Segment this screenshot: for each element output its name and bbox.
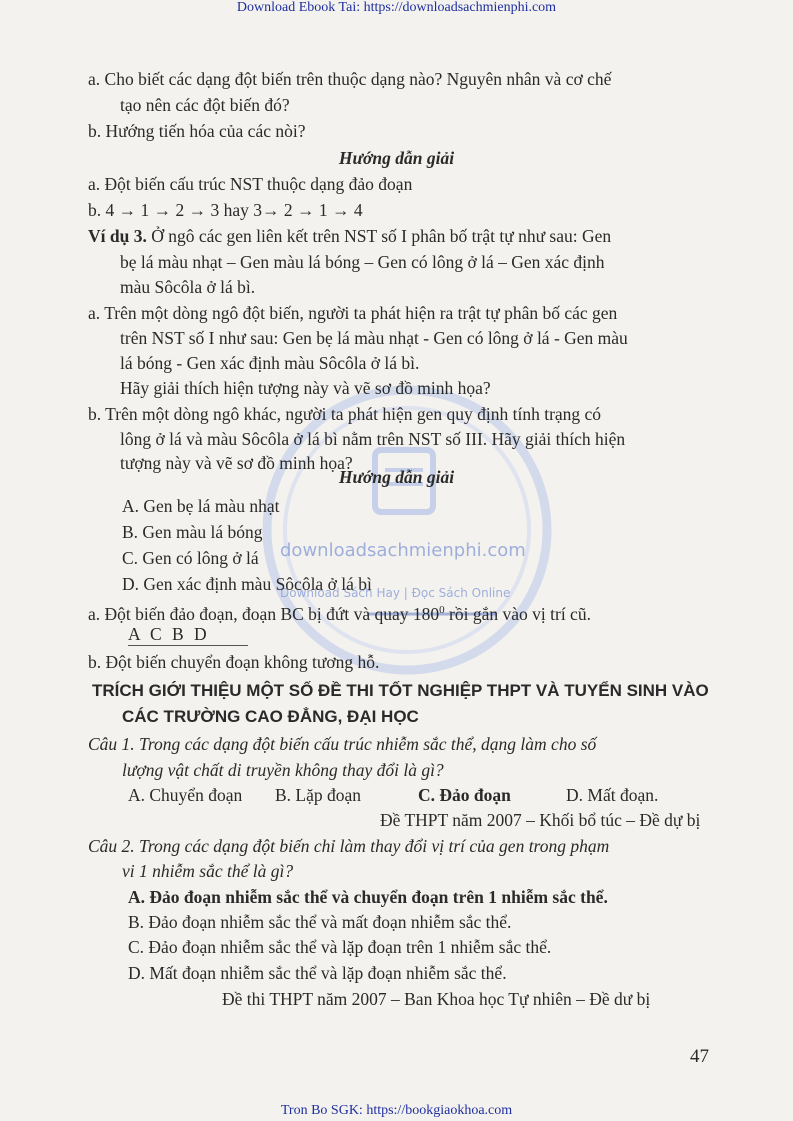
q2-option-b: B. Đảo đoạn nhiễm sắc thể và mất đoạn nhiễm sắc thể. xyxy=(128,912,512,932)
q2-option-a: A. Đảo đoạn nhiễm sắc thể và chuyển đoạn trên 1 nhiễm sắc thể. xyxy=(128,887,608,907)
line-14: lông ở lá và màu Sôcôla ở lá bì nằm trên NST số III. Hãy giải thích hiện xyxy=(120,429,626,449)
order-3: B xyxy=(172,624,184,644)
section-title-2: CÁC TRƯỜNG CAO ĐẲNG, ĐẠI HỌC xyxy=(122,707,419,726)
watermark-text: downloadsachmienphi.com xyxy=(280,540,526,561)
answer-a xyxy=(88,599,591,625)
question-2-line-2: vi 1 nhiễm sắc thể là gì? xyxy=(122,861,294,881)
q1-source: Đề THPT năm 2007 – Khối bổ túc – Đề dự bị xyxy=(380,810,701,830)
gene-c: C. Gen có lông ở lá xyxy=(122,548,259,568)
line-4: a. Đột biến cấu trúc NST thuộc dạng đảo đoạn xyxy=(88,174,413,194)
line-7: bẹ lá màu nhạt – Gen màu lá bóng – Gen có lông ở lá – Gen xác định xyxy=(120,252,605,272)
question-1-line-2: lượng vật chất di truyền không thay đổi là gì? xyxy=(122,760,444,780)
line-15: tượng này và vẽ sơ đồ minh họa? xyxy=(120,453,353,473)
chromosome-line xyxy=(128,645,248,646)
example-3-text: Ở ngô các gen liên kết trên NST số I phân bố trật tự như sau: Gen xyxy=(146,226,612,246)
footer-link[interactable]: Tron Bo SGK: https://bookgiaokhoa.com xyxy=(280,1103,513,1118)
q1-option-b: B. Lặp đoạn xyxy=(275,785,362,805)
watermark-subtext: Download Sách Hay | Đọc Sách Online xyxy=(280,586,511,600)
line-13: b. Trên một dòng ngô khác, người ta phát hiện gen quy định tính trạng có xyxy=(88,404,602,424)
gene-d: D. Gen xác định màu Sôcôla ở lá bì xyxy=(122,574,372,594)
answer-b: b. Đột biến chuyển đoạn không tương hỗ. xyxy=(88,652,380,672)
gene-a: A. Gen bẹ lá màu nhạt xyxy=(122,496,280,516)
example-3-label: Ví dụ 3. xyxy=(88,226,147,246)
line-10: trên NST số I như sau: Gen bẹ lá màu nhạt - Gen có lông ở lá - Gen màu xyxy=(120,328,628,348)
line-9: a. Trên một dòng ngô đột biến, người ta phát hiện ra trật tự phân bố các gen xyxy=(88,303,618,323)
heading-huong-dan-1: Hướng dẫn giải xyxy=(338,148,455,168)
q2-option-d: D. Mất đoạn nhiễm sắc thể và lặp đoạn nhiễm sắc thể. xyxy=(128,963,507,983)
gene-b: B. Gen màu lá bóng xyxy=(122,522,263,542)
line-8: màu Sôcôla ở lá bì. xyxy=(120,277,256,297)
gene-order-diagram xyxy=(128,624,216,645)
section-title-1: TRÍCH GIỚI THIỆU MỘT SỐ ĐỀ THI TỐT NGHIỆP THPT VÀ TUYỂN SINH VÀO xyxy=(92,681,709,700)
line-2: tạo nên các đột biến đó? xyxy=(120,95,290,115)
watermark-logo xyxy=(257,380,557,680)
q1-option-d: D. Mất đoạn. xyxy=(566,785,659,805)
question-2-line-1: Câu 2. Trong các dạng đột biến chỉ làm thay đổi vị trí của gen trong phạm xyxy=(88,836,610,856)
heading-huong-dan-2: Hướng dẫn giải xyxy=(338,467,455,487)
degree-sup: 0 xyxy=(439,604,445,616)
answer-a-tail: rồi gắn vào vị trí cũ. xyxy=(444,603,591,624)
question-1-line-1: Câu 1. Trong các dạng đột biến cấu trúc nhiễm sắc thể, dạng làm cho số xyxy=(88,734,597,754)
q2-source: Đề thi THPT năm 2007 – Ban Khoa học Tự nhiên – Đề dư bị xyxy=(222,989,651,1009)
line-3: b. Hướng tiến hóa của các nòi? xyxy=(88,121,306,141)
header-link[interactable]: Download Ebook Tai: https://downloadsachmienphi.com xyxy=(236,0,557,15)
order-4: D xyxy=(194,624,207,644)
page-number: 47 xyxy=(690,1046,709,1067)
order-1: A xyxy=(128,624,141,644)
example-3 xyxy=(88,225,611,247)
q1-option-a: A. Chuyển đoạn xyxy=(128,785,243,805)
q1-option-c: C. Đảo đoạn xyxy=(418,785,511,805)
answer-a-text: a. Đột biến đảo đoạn, đoạn BC bị đứt và quay 180 xyxy=(88,603,440,624)
line-5: b. 4 → 1 → 2 → 3 hay 3→ 2 → 1 → 4 xyxy=(88,200,363,220)
line-12: Hãy giải thích hiện tượng này và vẽ sơ đồ minh họa? xyxy=(120,378,491,398)
q2-option-c: C. Đảo đoạn nhiễm sắc thể và lặp đoạn trên 1 nhiễm sắc thể. xyxy=(128,937,552,957)
line-11: lá bóng - Gen xác định màu Sôcôla ở lá bì. xyxy=(120,353,420,373)
line-1: a. Cho biết các dạng đột biến trên thuộc dạng nào? Nguyên nhân và cơ chế xyxy=(88,69,612,89)
order-2: C xyxy=(150,624,162,644)
